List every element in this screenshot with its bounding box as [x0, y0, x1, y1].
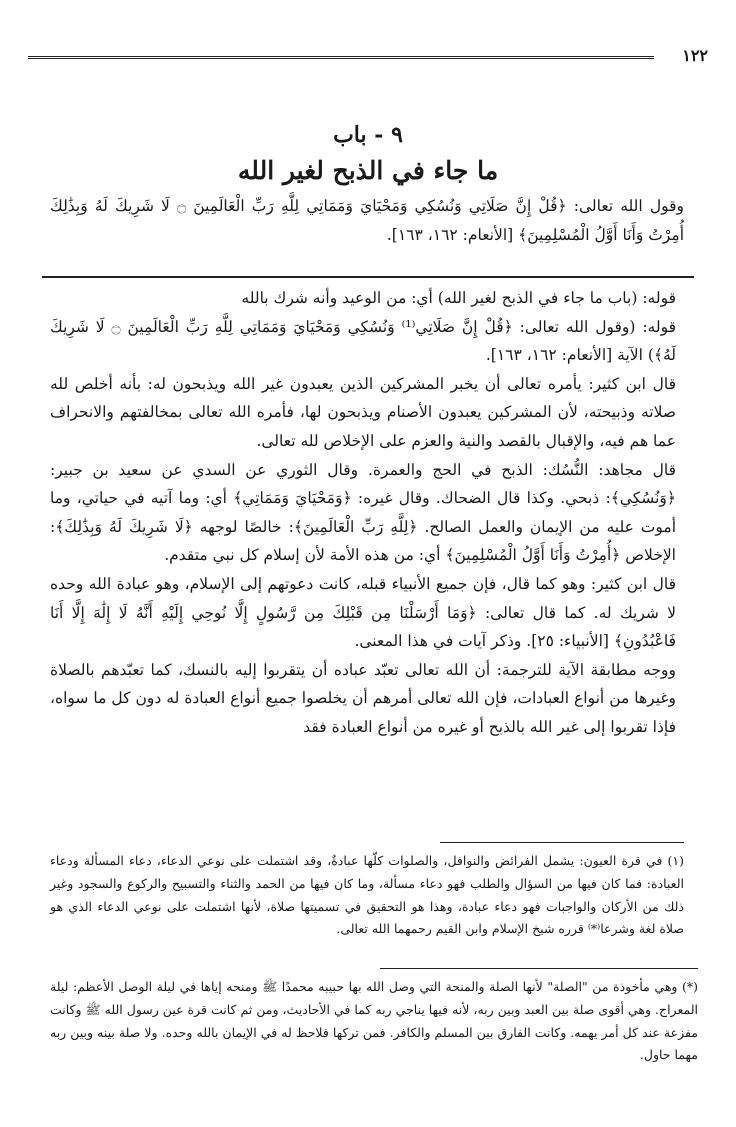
- chapter-heading: [20, 118, 716, 190]
- chapter-number: ٩ - باب: [333, 122, 403, 148]
- main-divider: [42, 276, 694, 278]
- header-rule: [28, 56, 654, 62]
- chapter-title: ما جاء في الذبح لغير الله: [237, 156, 499, 185]
- commentary-paragraph: قال مجاهد: النُّسُك: الذبح في الحج والعمرة. وقال الثوري عن السدي عن سعيد بن جبير: ﴿وَنُسُكِي﴾: ذبحي. وكذا قال الضحاك. وقال غيره: ﴿وَمَحْيَايَ وَمَمَاتِي﴾ أي: وما آتيه في حياتي، وما أموت عليه من الإيمان والعمل الصالح. ﴿لِلَّهِ رَبِّ الْعَالَمِينَ﴾: خالصًا لوجهه ﴿لَا شَرِيكَ لَهُ وَبِذَٰلِكَ﴾: الإخلاص ﴿أُمِرْتُ وَأَنَا أَوَّلُ الْمُسْلِمِينَ﴾ أي: من هذه الأمة لأن إسلام كل نبي متقدم.: [50, 460, 676, 565]
- commentary-paragraph: قوله: (وقول الله تعالى: ﴿قُلْ إِنَّ صَلَاتِي⁽¹⁾ وَنُسُكِي وَمَحْيَايَ وَمَمَاتِي لِلَّهِ رَبِّ الْعَالَمِينَ ۝ لَا شَرِيكَ لَهُ﴾) الآية [الأنعام: ١٦٢، ١٦٣].: [50, 317, 676, 365]
- footnote-star: (*) وهي مأخوذة من "الصلة" لأنها الصلة والمنحة التي وصل الله بها حبيبه محمدًا ﷺ ومنحه إياها في ليلة الوصل الأعظم: ليلة المعراج. وهي أقوى صلة بين العبد وبين ربه، لأنه فيها يناجي ربه كما في الأحاديث، ومن ثم كانت قرة عين رسول الله ﷺ وكانت مفزعة عند كل أمر يهمه. وكانت الفارق بين المسلم والكافر. فمن تركها فلاحظ له في الإيمان بالله وحده. ولا صلة بينه وبين ربه مهما حاول.: [50, 979, 698, 1063]
- footnote-1: (١) في قرة العيون: يشمل الفرائض والنوافل، والصلوات كلّها عبادةٌ، وقد اشتملت على نوعي الدعاء، دعاء المسألة ودعاء العبادة: فما كان فيها من السؤال والطلب فهو دعاء مسألة، وما كان فيها من الحمد والثناء والتسبيح والركوع والسجود وغير ذلك من الأركان والواجبات فهو دعاء عبادة، وهذا هو التحقيق في تسميتها صلاة، لأنها اشتملت على نوعي الدعاء الذي هو صلاة لغة وشرعا⁽*⁾ قرره شيخ الإسلام وابن القيم رحمهما الله تعالى.: [50, 853, 684, 937]
- commentary-paragraph: ووجه مطابقة الآية للترجمة: أن الله تعالى تعبّد عباده أن يتقربوا إليه بالنسك، كما تعبّدهم بالصلاة وغيرها من أنواع العبادات، فإن الله تعالى أمرهم أن يخلصوا جميع أنواع العبادة له دون كل ما سواه، فإذا تقربوا إلى غير الله بالذبح أو غيره من أنواع العبادة فقد: [50, 660, 676, 736]
- commentary-paragraph: قال ابن كثير: يأمره تعالى أن يخبر المشركين الذين يعبدون غير الله ويذبحون له: بأنه أخلص لله صلاته وذبيحته، لأن المشركين يعبدون الأصنام ويذبحون لها، فأمره الله تعالى بمخالفتهم والانحراف عما هم فيه، والإقبال بالقصد والنية والعزم على الإخلاص لله تعالى.: [50, 374, 676, 450]
- commentary-paragraph: قال ابن كثير: وهو كما قال، فإن جميع الأنبياء قبله، كانت دعوتهم إلى الإسلام، وهو عبادة الله وحده لا شريك له. كما قال تعالى: ﴿وَمَا أَرْسَلْنَا مِن قَبْلِكَ مِن رَّسُولٍ إِلَّا نُوحِي إِلَيْهِ أَنَّهُ لَا إِلَٰهَ إِلَّا أَنَا فَاعْبُدُونِ﴾ [الأنبياء: ٢٥]. وذكر آيات في هذا المعنى.: [50, 574, 676, 651]
- footnote-divider: [380, 968, 698, 969]
- commentary: [50, 284, 676, 742]
- footnote-divider: [440, 842, 684, 843]
- commentary-paragraph: قوله: (باب ما جاء في الذبح لغير الله) أي: من الوعيد وأنه شرك بالله: [241, 289, 676, 307]
- page-number: ١٢٢: [682, 46, 708, 65]
- intro-verse: وقول الله تعالى: ﴿قُلْ إِنَّ صَلَاتِي وَنُسُكِي وَمَحْيَايَ وَمَمَاتِي لِلَّهِ رَبِّ الْعَالَمِينَ ۝ لَا شَرِيكَ لَهُ وَبِذَٰلِكَ أُمِرْتُ وَأَنَا أَوَّلُ الْمُسْلِمِينَ﴾ [الأنعام: ١٦٢، ١٦٣].: [50, 197, 685, 244]
